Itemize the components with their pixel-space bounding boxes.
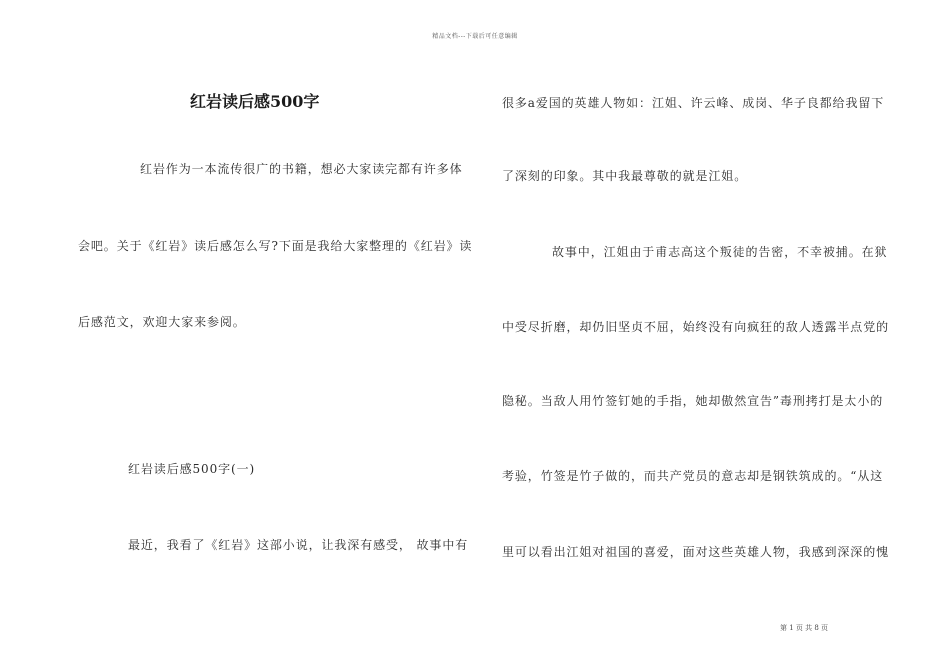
document-title: 红岩读后感500字 [190,92,320,111]
right-line-3: 故事中，江姐由于甫志高这个叛徒的告密，不幸被捕。在狱 [552,245,888,259]
left-line-3: 后感范文，欢迎大家来参阅。 [78,315,246,329]
page-header: 精品文档---下载后可任意编辑 [432,33,518,40]
right-line-7: 里可以看出江姐对祖国的喜爱，面对这些英雄人物，我感到深深的愧 [502,545,890,559]
right-line-5: 隐秘。当敌人用竹签钉她的手指，她却傲然宣告”毒刑拷打是太小的 [502,394,884,408]
left-line-1: 红岩作为一本流传很广的书籍，想必大家读完都有许多体 [140,162,463,176]
section-heading: 红岩读后感500字(一) [128,462,256,476]
right-line-6: 考验，竹签是竹子做的，而共产党员的意志却是钢铁筑成的。“从这 [502,469,884,483]
left-line-5: 最近，我看了《红岩》这部小说，让我深有感受， 故事中有 [128,538,469,552]
page-footer: 第 1 页 共 8 页 [780,624,829,632]
right-line-1: 很多a爱国的英雄人物如：江姐、许云峰、成岗、华子良都给我留下 [502,96,885,110]
left-line-2: 会吧。关于《红岩》读后感怎么写?下面是我给大家整理的《红岩》读 [78,239,473,253]
right-line-2: 了深刻的印象。其中我最尊敬的就是江姐。 [502,169,748,183]
right-line-4: 中受尽折磨，却仍旧坚贞不屈，始终没有向疯狂的敌人透露半点党的 [502,320,890,334]
